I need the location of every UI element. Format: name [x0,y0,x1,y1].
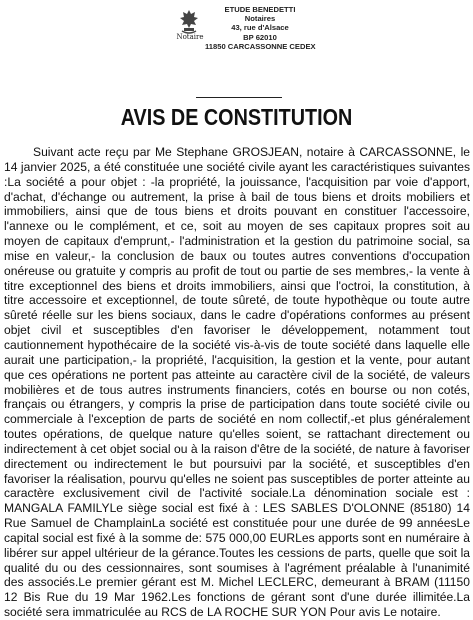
notice-body: Suivant acte reçu par Me Stephane GROSJEAN, notaire à CARCASSONNE, le 14 janvier 2025, a été constituée une société civile ayant les caractéristiques suivantes :La société a pour objet : -la propriété, la jouissance, l'acquisition par voie d'apport, d'achat, d'échange ou autrement, la prise à bail de tous biens et droits mobiliers et immobiliers, ainsi que de tous biens et droits pouvant en constituer l'accessoire, l'annexe ou le complément, et ce, soit au moyen de ses capitaux propres soit au moyen de capitaux d'emprunt,- l'administration et la gestion du patrimoine social, sa mise en valeur,- la conclusion de baux ou toutes autres conventions d'occupation onéreuse ou gratuite y compris au profit de tout ou partie de ses membres,- la vente à titre exceptionnel des biens et droits immobiliers, ainsi que l'octroi, la constitution, à titre accessoire et exceptionnel, de toute sûreté, de toute hypothèque ou toute autre sûreté réelle sur les biens sociaux, dans le cadre d'opérations conformes au présent objet civil et susceptibles d'en favoriser le développement, notamment tout cautionnement hypothécaire de la société vis-à-vis de toute société dans laquelle elle aurait une participation,- la propriété, l'acquisition, la gestion et la vente, pour autant que ces opérations ne portent pas atteinte au caractère civil de la société, de valeurs mobilières et de tous autres instruments financiers, cotés en bourse ou non cotés, français ou étrangers, y compris la prise de participation dans toute société civile ou commerciale à l'exception de parts de société en nom collectif,-et plus généralement toutes opérations, de quelque nature qu'elles soient, se rattachant directement ou indirectement à cet objet social ou à la raison d'être de la société, de nature à favoriser directement ou indirectement le but poursuivi par la société, et susceptibles d'en favoriser la réalisation, pourvu qu'elles ne soient pas susceptibles de porter atteinte au caractère exclusivement civil de l'activité sociale.La dénomination sociale est : MANGALA FAMILYLe siège social est fixé à : LES SABLES D'OLONNE (85180) 14 Rue Samuel de ChamplainLa société est constituée pour une durée de 99 annéesLe capital social est fixé à la somme de: 575 000,00 EURLes apports sont en numéraire à libérer sur appel ultérieur de la gérance.Toutes les cessions de parts, quelle que soit la qualité du ou des cessionnaires, sont soumises à l'agrément préalable à l'unanimité des associés.Le premier gérant est M. Michel LECLERC, demeurant à BRAM (11150 12 Bis Rue du 19 Mar 1962.Les fonctions de gérant sont d'une durée illimitée.La société sera immatriculée au RCS de LA ROCHE SUR YON Pour avis Le notaire. [4,145,470,620]
logo-caption: Notaire [176,33,204,41]
notice-title: AVIS DE CONSTITUTION [120,104,353,130]
title-divider [196,97,282,98]
office-bp: BP 62010 [243,32,277,42]
office-role: Notaires [244,14,276,24]
office-street: 43, rue d'Alsace [231,23,289,33]
office-city: 11850 CARCASSONNE CEDEX [205,41,316,51]
notary-office-header [205,5,315,51]
office-name: ETUDE BENEDETTI [224,5,296,14]
